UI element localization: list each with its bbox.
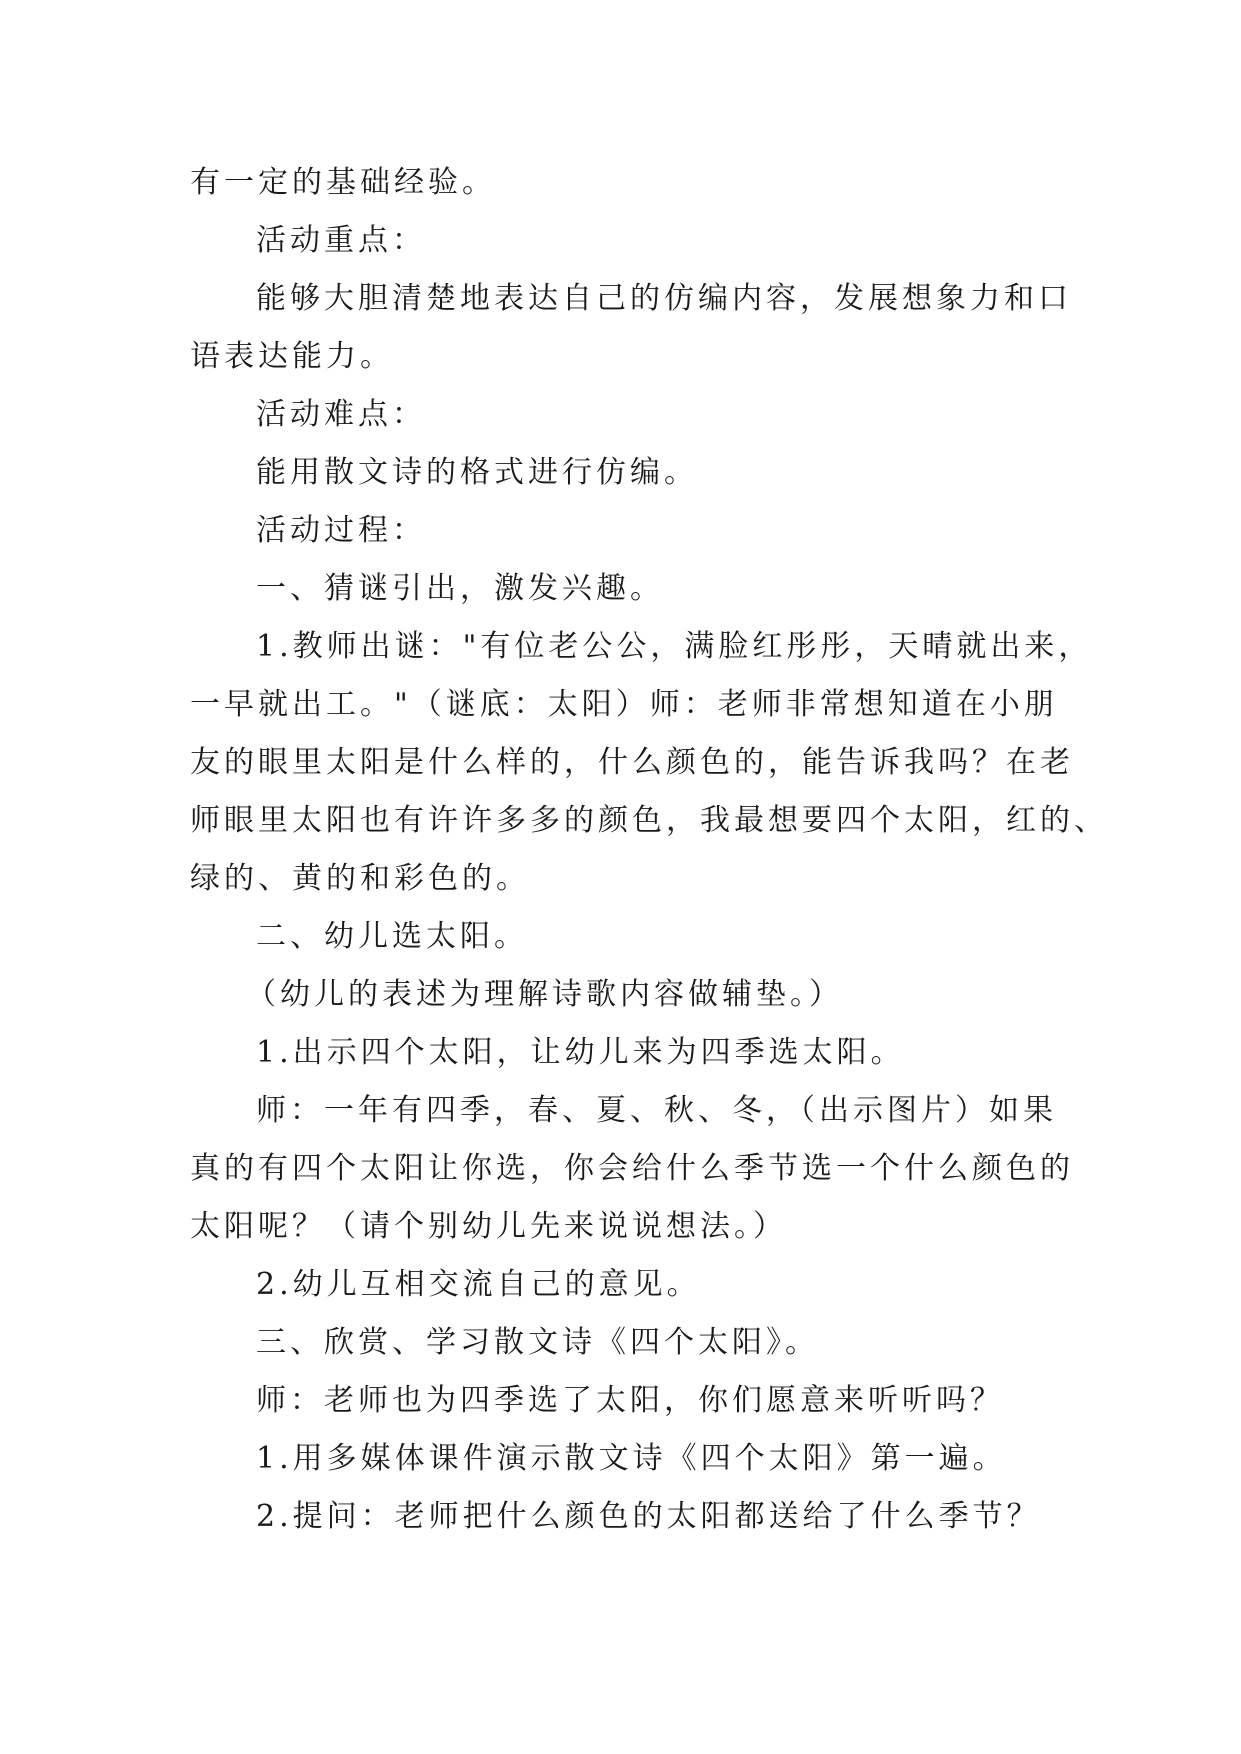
step-heading-2: 二、幼儿选太阳。 <box>256 919 528 954</box>
text-line: 有一定的基础经验。 <box>190 165 496 200</box>
text-line: 绿的、黄的和彩色的。 <box>190 861 530 896</box>
text-line: 语表达能力。 <box>190 339 394 374</box>
document-body <box>190 162 1108 1554</box>
section-heading-difficulties: 活动难点： <box>256 397 426 432</box>
section-heading-key-points: 活动重点： <box>256 223 426 258</box>
text-line: 1.教师出谜："有位老公公，满脸红彤彤，天晴就出来， <box>256 629 1093 664</box>
section-heading-process: 活动过程： <box>256 513 426 548</box>
text-line: （幼儿的表述为理解诗歌内容做辅垫。） <box>246 977 843 1012</box>
step-heading-1: 一、猜谜引出，激发兴趣。 <box>256 571 664 606</box>
text-line: 真的有四个太阳让你选，你会给什么季节选一个什么颜色的 <box>190 1151 1074 1186</box>
text-line: 能够大胆清楚地表达自己的仿编内容，发展想象力和口 <box>256 281 1072 316</box>
text-line: 2.提问：老师把什么颜色的太阳都送给了什么季节？ <box>256 1499 1041 1534</box>
text-line: 2.幼儿互相交流自己的意见。 <box>256 1267 701 1302</box>
text-line: 1.用多媒体课件演示散文诗《四个太阳》第一遍。 <box>256 1441 1007 1476</box>
step-heading-3: 三、欣赏、学习散文诗《四个太阳》。 <box>256 1325 819 1360</box>
text-line: 师眼里太阳也有许许多多的颜色，我最想要四个太阳，红的、 <box>190 803 1108 838</box>
text-line: 1.出示四个太阳，让幼儿来为四季选太阳。 <box>256 1035 905 1070</box>
text-line: 友的眼里太阳是什么样的，什么颜色的，能告诉我吗？在老 <box>190 745 1074 780</box>
text-line: 师：一年有四季，春、夏、秋、冬，（出示图片）如果 <box>256 1093 1057 1128</box>
text-line: 能用散文诗的格式进行仿编。 <box>256 455 698 490</box>
text-line: 师：老师也为四季选了太阳，你们愿意来听听吗？ <box>256 1383 1004 1418</box>
text-line: 太阳呢？（请个别幼儿先来说说想法。） <box>190 1209 787 1244</box>
text-line: 一早就出工。"（谜底：太阳）师：老师非常想知道在小朋 <box>190 687 1058 722</box>
